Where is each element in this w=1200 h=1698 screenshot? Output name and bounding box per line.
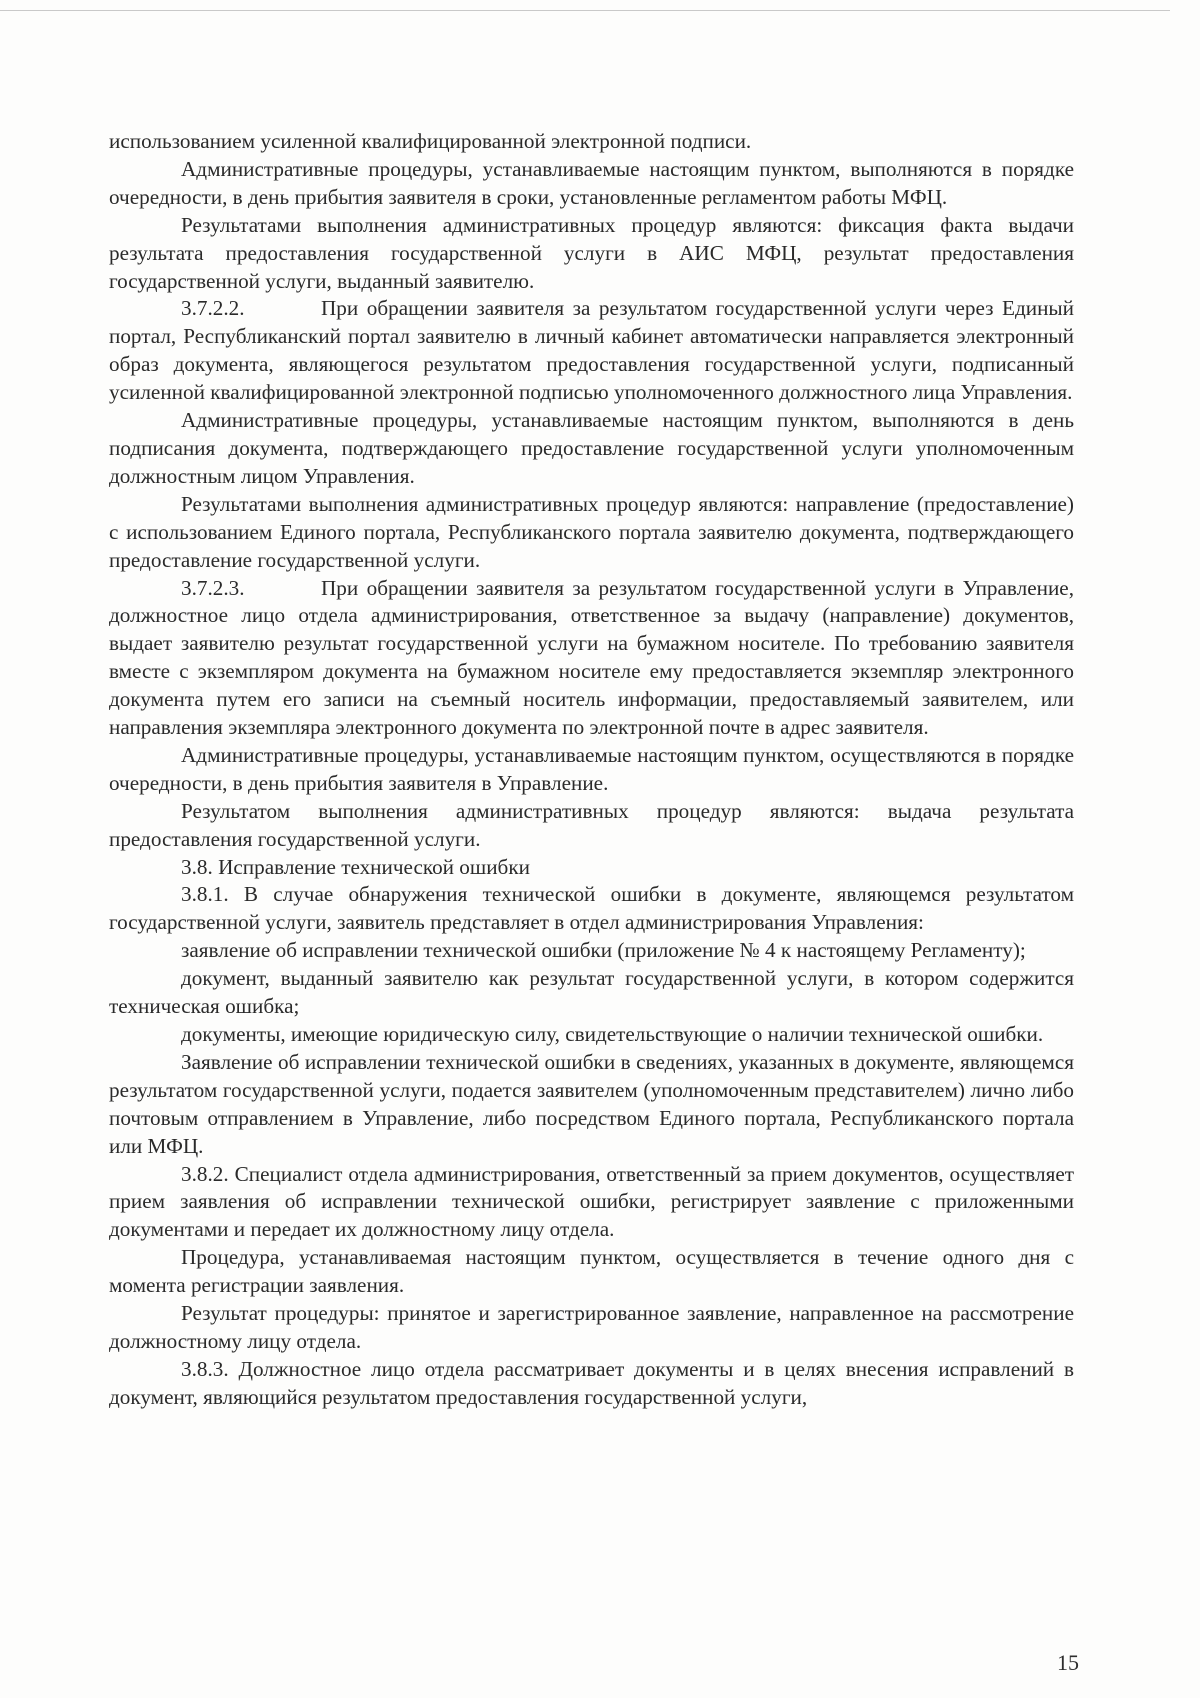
paragraph-text: Административные процедуры, устанавливаемые настоящим пунктом, выполняются в день подписания документа, подтверждающего предоставление государственной услуги уполномоченным должностным лицом Управления. [109, 408, 1074, 488]
document-body [109, 128, 1074, 1412]
paragraph-text: Результатом выполнения административных процедур являются: выдача результата предоставления государственной услуги. [109, 798, 1074, 851]
paragraph [109, 156, 1074, 212]
paragraph [109, 937, 1074, 965]
clause-number: 3.7.2.2. [181, 296, 245, 321]
paragraph [109, 1049, 1074, 1161]
scan-edge-line [0, 10, 1170, 11]
paragraph-text: 3.8.2. Специалист отдела администрирования, ответственный за прием документов, осуществляет прием заявления об исправлении технической ошибки, регистрирует заявление с приложенными документами и передает их должностному лицу отдела. [109, 1161, 1074, 1242]
clause-number: 3.7.2.3. [181, 575, 245, 600]
paragraph-text: использованием усиленной квалифицированной электронной подписи. [109, 129, 752, 153]
paragraph-text: документ, выданный заявителю как результат государственной услуги, в котором содержится техническая ошибка; [109, 966, 1074, 1019]
paragraph [109, 407, 1074, 491]
paragraph-text: 3.8.3. Должностное лицо отдела рассматривает документы и в целях внесения исправлений в документ, являющийся результатом предоставления государственной услуги, [109, 1356, 1074, 1409]
paragraph [109, 295, 1074, 407]
paragraph [109, 575, 1074, 742]
paragraph [109, 965, 1074, 1021]
paragraph-text: 3.8.1. В случае обнаружения технической ошибки в документе, являющемся результатом государственной услуги, заявитель представляет в отдел администрирования Управления: [109, 882, 1074, 935]
paragraph-text: Процедура, устанавливаемая настоящим пунктом, осуществляется в течение одного дня с момента регистрации заявления. [109, 1245, 1074, 1298]
paragraph [109, 1244, 1074, 1300]
paragraph-text: При обращении заявителя за результатом государственной услуги через Единый портал, Республиканский портал заявителю в личный кабинет автоматически направляется электронный образ документа, являющегося результатом предоставления государственной услуги, подписанный усиленной квалифицированной электронной подписью уполномоченного должностного лица Управления. [109, 296, 1074, 405]
paragraph-text: 3.8. Исправление технической ошибки [181, 854, 530, 879]
paragraph-text: Административные процедуры, устанавливаемые настоящим пунктом, осуществляются в порядке очередности, в день прибытия заявителя в Управление. [109, 742, 1074, 795]
paragraph-text: документы, имеющие юридическую силу, свидетельствующие о наличии технической ошибки. [181, 1022, 1044, 1046]
paragraph-text: Результат процедуры: принятое и зарегистрированное заявление, направленное на рассмотрение должностному лицу отдела. [109, 1301, 1074, 1353]
paragraph [109, 128, 1074, 156]
paragraph-text: Результатами выполнения административных процедур являются: фиксация факта выдачи результата предоставления государственной услуги в АИС МФЦ, результат предоставления государственной услуги, выданный заявителю. [109, 212, 1074, 293]
paragraph-text: Заявление об исправлении технической ошибки в сведениях, указанных в документе, являющемся результатом государственной услуги, подается заявителем (уполномоченным представителем) лично либо почтовым отправлением в Управление, либо посредством Единого портала, Республиканского портала или МФЦ. [109, 1049, 1074, 1158]
paragraph-text: Административные процедуры, устанавливаемые настоящим пунктом, выполняются в порядке очередности, в день прибытия заявителя в сроки, установленные регламентом работы МФЦ. [109, 156, 1074, 209]
paragraph [109, 1356, 1074, 1412]
paragraph [109, 1300, 1074, 1356]
paragraph [109, 1161, 1074, 1245]
paragraph [109, 798, 1074, 854]
paragraph [109, 491, 1074, 575]
paragraph-text: Результатами выполнения административных процедур являются: направление (предоставление) с использованием Единого портала, Республиканского портала заявителю документа, подтверждающего предоставление государственной услуги. [109, 491, 1074, 572]
paragraph-text: заявление об исправлении технической ошибки (приложение № 4 к настоящему Регламенту); [181, 938, 1026, 963]
paragraph [109, 854, 1074, 882]
paragraph [109, 1021, 1074, 1049]
paragraph [109, 881, 1074, 937]
page-number: 15 [1057, 1650, 1079, 1675]
paragraph [109, 212, 1074, 296]
paragraph [109, 742, 1074, 798]
paragraph-text: При обращении заявителя за результатом государственной услуги в Управление, должностное лицо отдела администрирования, ответственное за выдачу (направление) документов, выдает заявителю результат государственной услуги на бумажном носителе. По требованию заявителя вместе с экземпляром документа на бумажном носителе ему предоставляется экземпляр электронного документа путем его записи на съемный носитель информации, предоставляемый заявителем, или направления экземпляра электронного документа по электронной почте в адрес заявителя. [109, 575, 1074, 740]
